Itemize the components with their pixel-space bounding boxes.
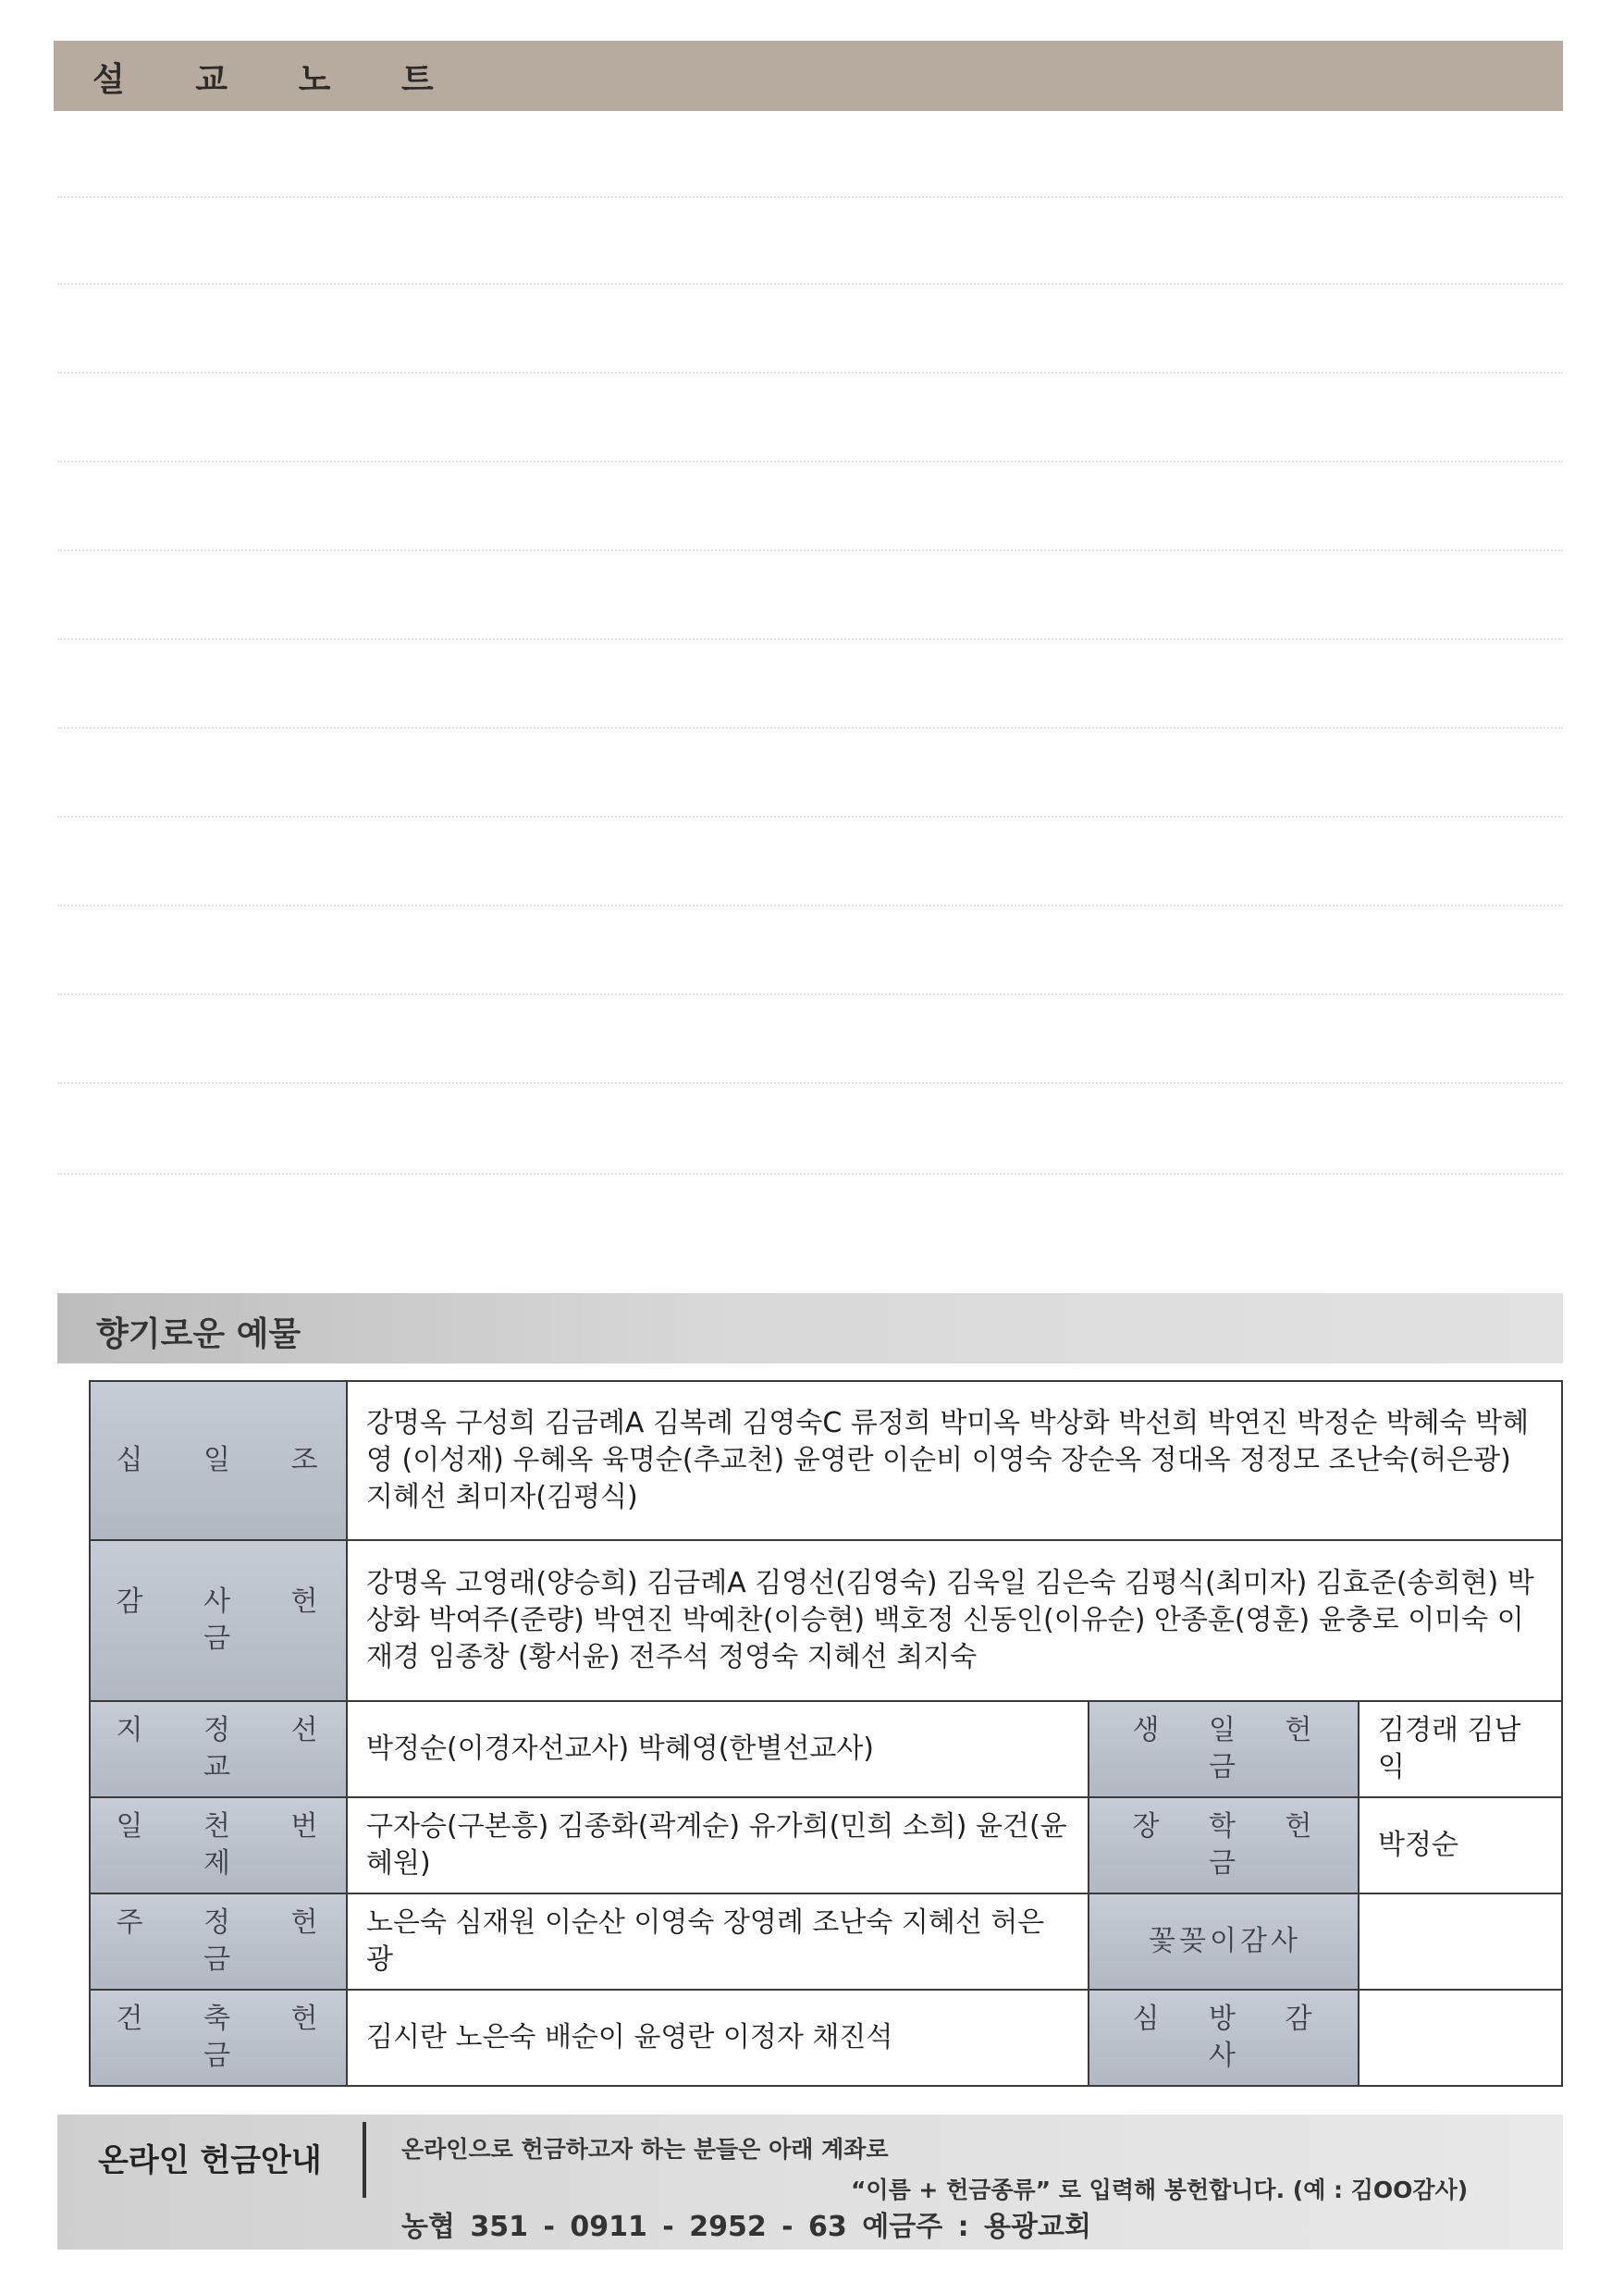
- offering-names: [1359, 1893, 1562, 1990]
- note-line: [57, 372, 1563, 374]
- offering-label: 심 방 감 사: [1089, 1990, 1359, 2086]
- offerings-title: 향기로운 예물: [96, 1315, 301, 1353]
- offering-names: 구자승(구본흥) 김종화(곽계순) 유가희(민희 소희) 윤건(윤혜원): [347, 1797, 1089, 1893]
- bank-account-info: 농협 351 - 0911 - 2952 - 63 예금주 : 용광교회: [401, 2211, 1091, 2243]
- offerings-header: [57, 1293, 1563, 1363]
- online-offering-box: [57, 2115, 1563, 2250]
- note-line: [57, 196, 1563, 198]
- offerings-table: [89, 1380, 1563, 2087]
- sermon-notes-header: [54, 41, 1563, 111]
- offering-label: 장 학 헌 금: [1089, 1797, 1359, 1893]
- online-instruction-format: “이름 + 헌금종류” 로 입력해 봉헌합니다. (예 : 김OO감사): [851, 2177, 1469, 2203]
- note-line: [57, 283, 1563, 285]
- offering-names: 박정순(이경자선교사) 박혜영(한별선교사): [347, 1701, 1089, 1797]
- online-offering-title: 온라인 헌금안내: [98, 2142, 322, 2179]
- table-row: [90, 1893, 1562, 1990]
- online-instruction: 온라인으로 헌금하고자 하는 분들은 아래 계좌로: [401, 2136, 889, 2163]
- note-line: [57, 727, 1563, 729]
- table-row: [90, 1701, 1562, 1797]
- offering-label: 감 사 헌 금: [90, 1540, 347, 1701]
- note-line: [57, 1082, 1563, 1084]
- note-line: [57, 549, 1563, 551]
- divider: [363, 2122, 366, 2198]
- table-row: [90, 1797, 1562, 1893]
- table-row: [90, 1381, 1562, 1540]
- offering-label: 십 일 조: [90, 1381, 347, 1540]
- offering-names: 김경래 김남익: [1359, 1701, 1562, 1797]
- note-line: [57, 1173, 1563, 1175]
- offering-label: 생 일 헌 금: [1089, 1701, 1359, 1797]
- table-row: [90, 1990, 1562, 2086]
- offering-label: 꽃꽂이감사: [1089, 1893, 1359, 1990]
- sermon-notes-title: 설 교 노 트: [92, 61, 463, 99]
- note-line: [57, 638, 1563, 640]
- note-line: [57, 993, 1563, 995]
- offering-names: 김시란 노은숙 배순이 윤영란 이정자 채진석: [347, 1990, 1089, 2086]
- offering-label: 일 천 번 제: [90, 1797, 347, 1893]
- offering-names: 박정순: [1359, 1797, 1562, 1893]
- offering-names: 강명옥 고영래(양승희) 김금례A 김영선(김영숙) 김욱일 김은숙 김평식(최미자) 김효준(송희현) 박상화 박여주(준량) 박연진 박예찬(이승현) 백호정 신동인(이유순) 안종훈(영훈) 윤충로 이미숙 이재경 임종창 (황서윤) 전주석 정영숙 지혜선 최지숙: [347, 1540, 1562, 1701]
- note-line: [57, 905, 1563, 906]
- note-line: [57, 461, 1563, 462]
- table-row: [90, 1540, 1562, 1701]
- offering-names: 노은숙 심재원 이순산 이영숙 장영례 조난숙 지혜선 허은광: [347, 1893, 1089, 1990]
- note-line: [57, 816, 1563, 818]
- offering-names: [1359, 1990, 1562, 2086]
- offering-names: 강명옥 구성희 김금례A 김복례 김영숙C 류정희 박미옥 박상화 박선희 박연진 박정순 박혜숙 박혜영 (이성재) 우혜옥 육명순(추교천) 윤영란 이순비 이영숙 장순옥 정대옥 정정모 조난숙(허은광) 지혜선 최미자(김평식): [347, 1381, 1562, 1540]
- offering-label: 주 정 헌 금: [90, 1893, 347, 1990]
- offering-label: 지 정 선 교: [90, 1701, 347, 1797]
- offering-label: 건 축 헌 금: [90, 1990, 347, 2086]
